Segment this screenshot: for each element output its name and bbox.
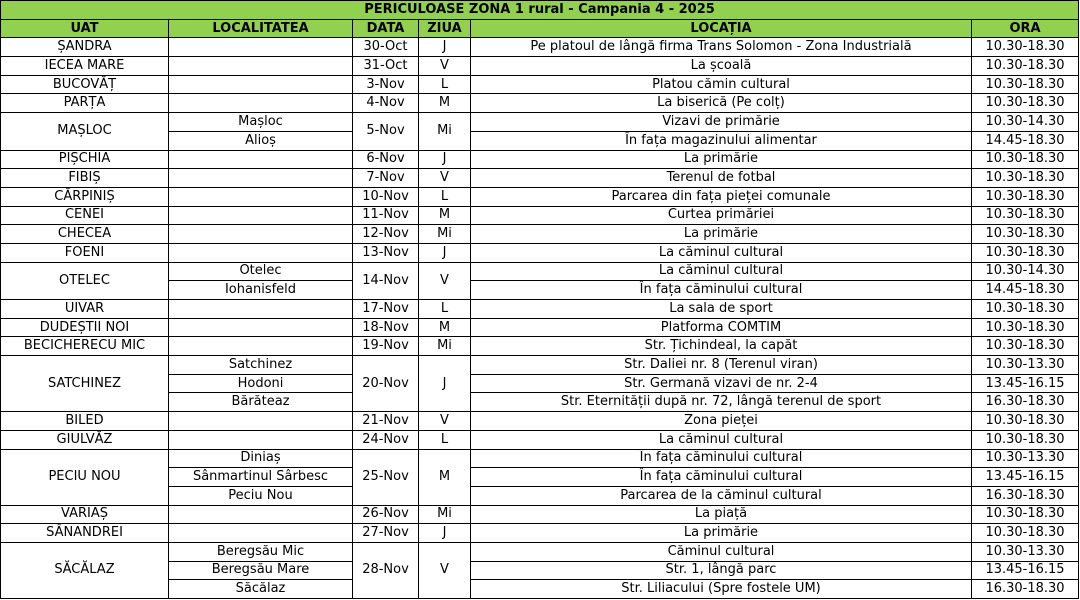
cell-ora: 10.30-18.30: [972, 524, 1079, 543]
cell-locatia: Parcarea de la căminul cultural: [471, 486, 972, 505]
header-uat: UAT: [1, 19, 169, 38]
cell-localitate: [169, 318, 353, 337]
cell-data: 21-Nov: [353, 412, 419, 431]
cell-localitate: [169, 38, 353, 57]
header-ora: ORA: [972, 19, 1079, 38]
header-locatia: LOCAȚIA: [471, 19, 972, 38]
cell-locatia: Str. Germană vizavi de nr. 2-4: [471, 374, 972, 393]
cell-uat: DUDEȘTII NOI: [1, 318, 169, 337]
cell-localitate: [169, 187, 353, 206]
cell-ora: 14.45-18.30: [972, 131, 1079, 150]
cell-ora: 16.30-18.30: [972, 580, 1079, 599]
cell-ziua: M: [419, 318, 471, 337]
cell-ora: 10.30-18.30: [972, 225, 1079, 244]
cell-uat: BUCOVĂȚ: [1, 75, 169, 94]
cell-ziua: M: [419, 206, 471, 225]
cell-ora: 10.30-18.30: [972, 150, 1079, 169]
cell-locatia: Vizavi de primărie: [471, 113, 972, 132]
cell-ziua: L: [419, 430, 471, 449]
cell-ziua: M: [419, 449, 471, 505]
table-row: [1, 187, 1079, 206]
cell-ziua: V: [419, 542, 471, 598]
cell-ora: 10.30-18.30: [972, 505, 1079, 524]
cell-ora: 16.30-18.30: [972, 393, 1079, 412]
cell-localitate: [169, 225, 353, 244]
table-row: [1, 225, 1079, 244]
cell-locatia: Platou cămin cultural: [471, 75, 972, 94]
cell-localitate: [169, 430, 353, 449]
cell-locatia: La primărie: [471, 524, 972, 543]
cell-ziua: M: [419, 94, 471, 113]
cell-localitate: [169, 57, 353, 76]
cell-data: 10-Nov: [353, 187, 419, 206]
cell-data: 27-Nov: [353, 524, 419, 543]
cell-localitate: Alioș: [169, 131, 353, 150]
cell-localitate: [169, 206, 353, 225]
cell-data: 12-Nov: [353, 225, 419, 244]
cell-data: 14-Nov: [353, 262, 419, 299]
table-row: [1, 505, 1079, 524]
table-row: [1, 412, 1079, 431]
cell-localitate: Peciu Nou: [169, 486, 353, 505]
table-row: [1, 524, 1079, 543]
cell-ora: 14.45-18.30: [972, 281, 1079, 300]
cell-data: 7-Nov: [353, 169, 419, 188]
cell-locatia: Str. Țichindeal, la capăt: [471, 337, 972, 356]
cell-localitate: Sânmartinul Sârbesc: [169, 468, 353, 487]
cell-ziua: V: [419, 412, 471, 431]
cell-localitate: [169, 243, 353, 262]
table-row: [1, 262, 1079, 281]
cell-data: 19-Nov: [353, 337, 419, 356]
table-row: [1, 356, 1079, 375]
cell-ziua: L: [419, 300, 471, 319]
cell-ziua: J: [419, 356, 471, 412]
cell-locatia: Str. Liliacului (Spre fostele UM): [471, 580, 972, 599]
cell-ora: 10.30-18.30: [972, 94, 1079, 113]
cell-ziua: J: [419, 524, 471, 543]
cell-uat: PIȘCHIA: [1, 150, 169, 169]
table-row: [1, 542, 1079, 561]
cell-uat: SÂNANDREI: [1, 524, 169, 543]
cell-data: 25-Nov: [353, 449, 419, 505]
cell-localitate: [169, 94, 353, 113]
cell-ora: 10.30-18.30: [972, 57, 1079, 76]
cell-localitate: [169, 412, 353, 431]
cell-localitate: [169, 169, 353, 188]
cell-ziua: L: [419, 75, 471, 94]
cell-ziua: J: [419, 38, 471, 57]
table-title: PERICULOASE ZONA 1 rural - Campania 4 - 2025: [1, 1, 1079, 20]
cell-localitate: [169, 300, 353, 319]
cell-uat: PECIU NOU: [1, 449, 169, 505]
cell-data: 4-Nov: [353, 94, 419, 113]
cell-uat: CHECEA: [1, 225, 169, 244]
cell-locatia: La sala de sport: [471, 300, 972, 319]
cell-ziua: Mi: [419, 337, 471, 356]
table-row: [1, 449, 1079, 468]
table-row: [1, 169, 1079, 188]
cell-locatia: Str. Eternității după nr. 72, lângă terenul de sport: [471, 393, 972, 412]
cell-localitate: Beregsău Mare: [169, 561, 353, 580]
header-row: [1, 19, 1079, 38]
table-row: [1, 337, 1079, 356]
cell-locatia: Căminul cultural: [471, 542, 972, 561]
cell-uat: VARIAȘ: [1, 505, 169, 524]
table-row: [1, 206, 1079, 225]
cell-locatia: La primărie: [471, 150, 972, 169]
cell-locatia: Curtea primăriei: [471, 206, 972, 225]
header-data: DATA: [353, 19, 419, 38]
cell-ziua: V: [419, 57, 471, 76]
table-row: [1, 38, 1079, 57]
cell-locatia: La piață: [471, 505, 972, 524]
cell-locatia: Pe platoul de lângă firma Trans Solomon - Zona Industrială: [471, 38, 972, 57]
cell-ziua: Mi: [419, 113, 471, 150]
cell-ora: 10.30-18.30: [972, 318, 1079, 337]
cell-uat: ȘANDRA: [1, 38, 169, 57]
cell-uat: FIBIȘ: [1, 169, 169, 188]
cell-locatia: Platforma COMTIM: [471, 318, 972, 337]
cell-ora: 10.30-18.30: [972, 38, 1079, 57]
cell-uat: CENEI: [1, 206, 169, 225]
cell-localitate: [169, 150, 353, 169]
cell-uat: BILED: [1, 412, 169, 431]
table-row: [1, 318, 1079, 337]
cell-locatia: Str. 1, lângă parc: [471, 561, 972, 580]
cell-localitate: Otelec: [169, 262, 353, 281]
header-localitate: LOCALITATEA: [169, 19, 353, 38]
cell-locatia: În fața căminului cultural: [471, 468, 972, 487]
table-row: [1, 150, 1079, 169]
cell-data: 6-Nov: [353, 150, 419, 169]
table-body: [1, 38, 1079, 599]
cell-ziua: Mi: [419, 225, 471, 244]
cell-data: 30-Oct: [353, 38, 419, 57]
cell-localitate: [169, 75, 353, 94]
table-row: [1, 75, 1079, 94]
cell-ora: 10.30-18.30: [972, 75, 1079, 94]
cell-uat: IECEA MARE: [1, 57, 169, 76]
cell-ora: 10.30-13.30: [972, 542, 1079, 561]
table-row: [1, 94, 1079, 113]
cell-localitate: Săcălaz: [169, 580, 353, 599]
cell-ora: 10.30-13.30: [972, 449, 1079, 468]
cell-data: 11-Nov: [353, 206, 419, 225]
cell-ora: 13.45-16.15: [972, 468, 1079, 487]
cell-ora: 10.30-18.30: [972, 337, 1079, 356]
cell-ora: 13.45-16.15: [972, 374, 1079, 393]
cell-ziua: V: [419, 262, 471, 299]
table-row: [1, 113, 1079, 132]
cell-locatia: Terenul de fotbal: [471, 169, 972, 188]
cell-ziua: V: [419, 169, 471, 188]
cell-data: 20-Nov: [353, 356, 419, 412]
table-row: [1, 57, 1079, 76]
cell-locatia: În fața căminului cultural: [471, 281, 972, 300]
cell-locatia: Zona pieței: [471, 412, 972, 431]
cell-locatia: La biserică (Pe colț): [471, 94, 972, 113]
cell-data: 5-Nov: [353, 113, 419, 150]
cell-data: 26-Nov: [353, 505, 419, 524]
cell-ora: 10.30-18.30: [972, 430, 1079, 449]
cell-ziua: Mi: [419, 505, 471, 524]
cell-ora: 13.45-16.15: [972, 561, 1079, 580]
cell-localitate: Satchinez: [169, 356, 353, 375]
cell-ora: 10.30-18.30: [972, 243, 1079, 262]
cell-data: 13-Nov: [353, 243, 419, 262]
cell-locatia: La școală: [471, 57, 972, 76]
cell-uat: OTELEC: [1, 262, 169, 299]
cell-ziua: J: [419, 243, 471, 262]
cell-ora: 10.30-18.30: [972, 187, 1079, 206]
cell-localitate: [169, 337, 353, 356]
table-row: [1, 300, 1079, 319]
cell-data: 28-Nov: [353, 542, 419, 598]
cell-uat: SĂCĂLAZ: [1, 542, 169, 598]
cell-ziua: L: [419, 187, 471, 206]
cell-data: 31-Oct: [353, 57, 419, 76]
cell-ora: 10.30-18.30: [972, 206, 1079, 225]
cell-ora: 10.30-18.30: [972, 169, 1079, 188]
cell-locatia: În fața căminului cultural: [471, 449, 972, 468]
cell-data: 3-Nov: [353, 75, 419, 94]
cell-ora: 10.30-18.30: [972, 412, 1079, 431]
cell-ora: 10.30-14.30: [972, 262, 1079, 281]
cell-uat: FOENI: [1, 243, 169, 262]
table-row: [1, 243, 1079, 262]
cell-localitate: Iohanisfeld: [169, 281, 353, 300]
cell-locatia: La căminul cultural: [471, 243, 972, 262]
cell-ora: 10.30-13.30: [972, 356, 1079, 375]
cell-locatia: La primărie: [471, 225, 972, 244]
cell-data: 17-Nov: [353, 300, 419, 319]
cell-locatia: La căminul cultural: [471, 262, 972, 281]
cell-uat: UIVAR: [1, 300, 169, 319]
cell-localitate: Diniaș: [169, 449, 353, 468]
cell-uat: GIULVĂZ: [1, 430, 169, 449]
cell-locatia: Str. Daliei nr. 8 (Terenul viran): [471, 356, 972, 375]
cell-ora: 16.30-18.30: [972, 486, 1079, 505]
cell-localitate: Hodoni: [169, 374, 353, 393]
cell-data: 24-Nov: [353, 430, 419, 449]
header-ziua: ZIUA: [419, 19, 471, 38]
cell-ora: 10.30-14.30: [972, 113, 1079, 132]
cell-uat: PARȚA: [1, 94, 169, 113]
cell-ora: 10.30-18.30: [972, 300, 1079, 319]
cell-locatia: În fața magazinului alimentar: [471, 131, 972, 150]
cell-locatia: Parcarea din fața pieței comunale: [471, 187, 972, 206]
cell-locatia: La căminul cultural: [471, 430, 972, 449]
cell-ziua: J: [419, 150, 471, 169]
cell-uat: SATCHINEZ: [1, 356, 169, 412]
cell-localitate: Bărăteaz: [169, 393, 353, 412]
cell-data: 18-Nov: [353, 318, 419, 337]
cell-localitate: Mașloc: [169, 113, 353, 132]
cell-localitate: [169, 505, 353, 524]
cell-localitate: [169, 524, 353, 543]
cell-uat: MAȘLOC: [1, 113, 169, 150]
table-row: [1, 430, 1079, 449]
cell-localitate: Beregsău Mic: [169, 542, 353, 561]
cell-uat: CĂRPINIȘ: [1, 187, 169, 206]
cell-uat: BECICHERECU MIC: [1, 337, 169, 356]
